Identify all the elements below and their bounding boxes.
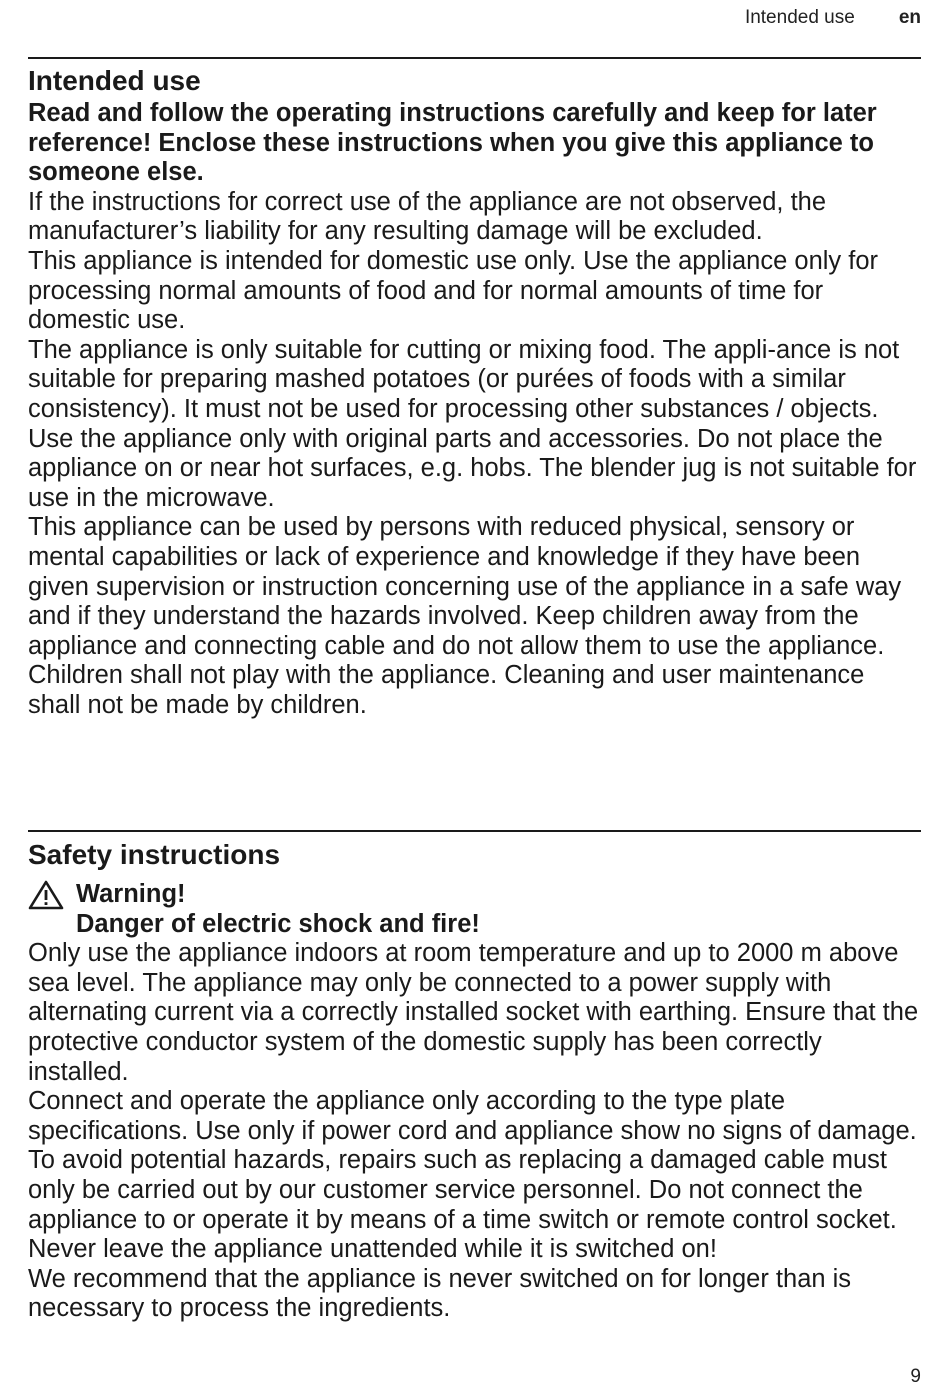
paragraph-indoor-use: Only use the appliance indoors at room temperature and up to 2000 m above sea level. The appliance may only be connected to a power supply with alternating current via a correctly installed socket with earthing. Ensure that the protective conductor system of the domestic supply has been correctly installed. — [28, 939, 919, 1086]
language-code: en — [898, 7, 921, 28]
paragraph-persons: This appliance can be used by persons with reduced physical, sensory or mental capabilities or lack of experience and knowledge if they have been given supervision or instruction concerning use of the appliance in a safe way and if they understand the hazards involved. Keep children away from the appliance and connecting cable and do not allow them to use the appliance. Children shall not play with the appliance. Cleaning and user maintenance shall not be made by children. — [28, 513, 902, 719]
paragraph-suitability: The appliance is only suitable for cutting or mixing food. The appli-ance is not suitable for preparing mashed potatoes (or purées of foods with a similar consistency). It must not be used for processing other substances / objects. Use the appliance only with original parts and accessories. Do not place the appliance on or near hot surfaces, e.g. hobs. The blender jug is not suitable for use in the microwave. — [28, 335, 917, 512]
section-title-intended-use: Intended use — [28, 65, 201, 96]
warning-text — [76, 880, 480, 939]
warning-title: Warning! — [76, 880, 186, 908]
safety-section — [28, 837, 923, 1324]
section-title-safety: Safety instructions — [28, 839, 281, 870]
paragraph-type-plate: Connect and operate the appliance only according to the type plate specifications. Use only if power cord and appliance show no signs of damage. To avoid potential hazards, repairs such as replacing a damaged cable must only be carried out by our customer service personnel. Do not connect the appliance to or operate it by means of a time switch or remote control socket. — [28, 1087, 917, 1234]
section-divider — [28, 830, 921, 832]
paragraph-domestic-use: This appliance is intended for domestic use only. Use the appliance only for processing normal amounts of food and for normal amounts of time for domestic use. — [28, 246, 879, 335]
running-header — [745, 6, 921, 30]
page-number: 9 — [910, 1366, 921, 1387]
paragraph-liability: If the instructions for correct use of the appliance are not observed, the manufacturer’s liability for any resulting damage will be excluded. — [28, 187, 827, 246]
running-header-section: Intended use — [744, 7, 855, 28]
top-divider — [28, 57, 921, 59]
paragraph-duration: We recommend that the appliance is never switched on for longer than is necessary to process the ingredients. — [28, 1264, 852, 1323]
warning-subtitle: Danger of electric shock and fire! — [76, 909, 480, 938]
intro-bold-paragraph: Read and follow the operating instructions carefully and keep for later reference! Enclose these instructions when you give this appliance to someone else. — [28, 99, 877, 187]
intended-use-section — [28, 63, 923, 720]
paragraph-unattended: Never leave the appliance unattended while it is switched on! — [28, 1235, 717, 1264]
warning-triangle-icon — [28, 880, 76, 910]
warning-block — [28, 880, 923, 939]
